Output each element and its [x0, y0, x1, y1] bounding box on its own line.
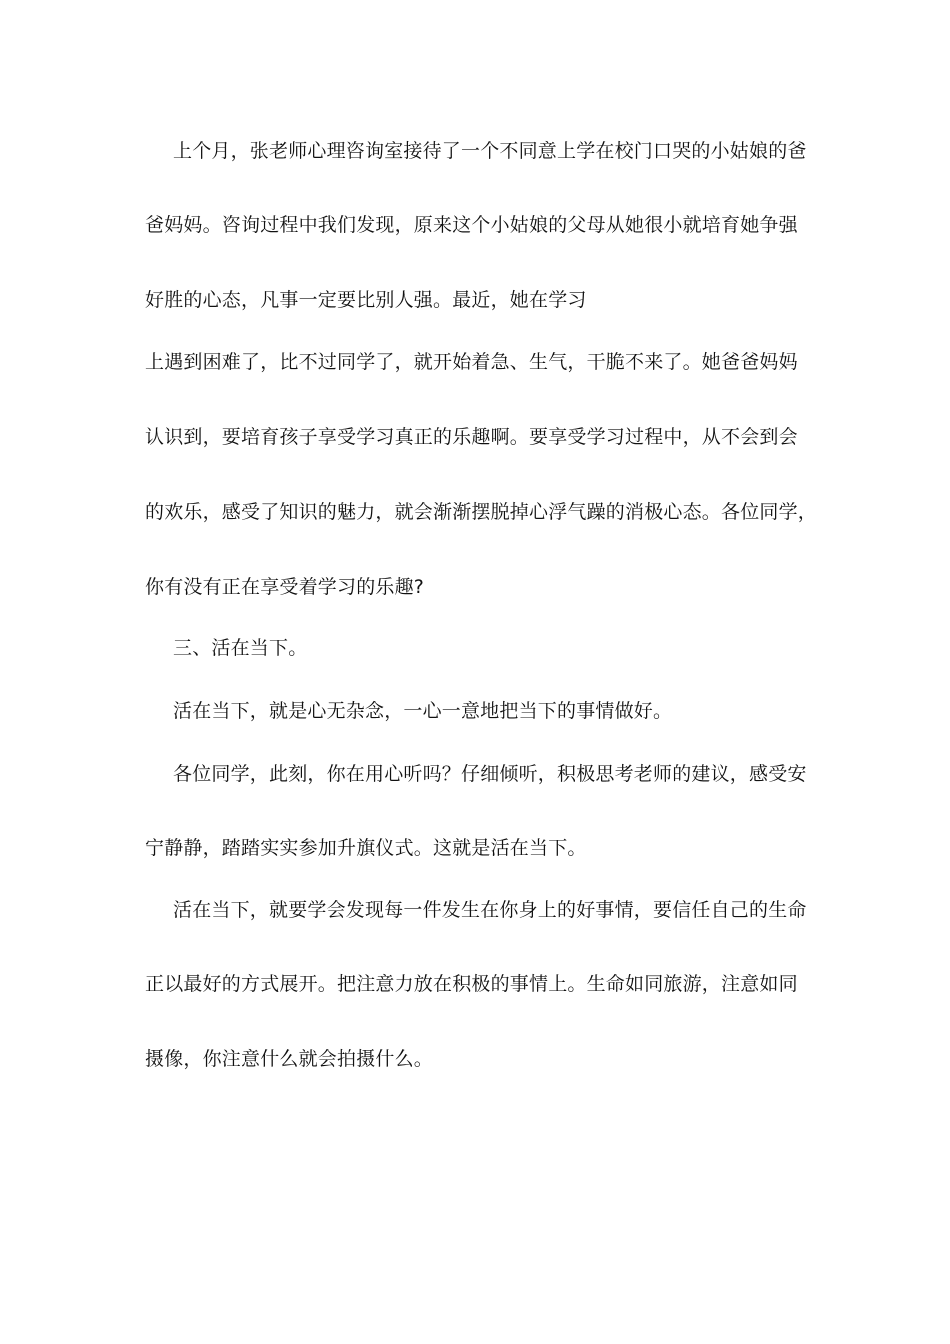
- paragraph-line: 上遇到困难了，比不过同学了，就开始着急、生气，干脆不来了。她爸爸妈妈: [145, 351, 798, 373]
- paragraph-line: 认识到，要培育孩子享受学习真正的乐趣啊。要享受学习过程中，从不会到会: [145, 426, 798, 448]
- paragraph-line: 正以最好的方式展开。把注意力放在积极的事情上。生命如同旅游，注意如同: [145, 973, 798, 995]
- paragraph-line: 的欢乐，感受了知识的魅力，就会渐渐摆脱掉心浮气躁的消极心态。各位同学，: [145, 501, 818, 523]
- paragraph-line: 活在当下，就要学会发现每一件发生在你身上的好事情，要信任自己的生命: [173, 899, 807, 921]
- paragraph-line: 好胜的心态，凡事一定要比别人强。最近，她在学习: [145, 289, 587, 311]
- paragraph-line: 爸妈妈。咨询过程中我们发现，原来这个小姑娘的父母从她很小就培育她争强: [145, 214, 798, 236]
- paragraph-line: 你有没有正在享受着学习的乐趣?: [145, 576, 425, 598]
- paragraph-line: 摄像，你注意什么就会拍摄什么。: [145, 1048, 434, 1070]
- paragraph-line: 上个月，张老师心理咨询室接待了一个不同意上学在校门口哭的小姑娘的爸: [173, 140, 807, 162]
- paragraph-line: 活在当下，就是心无杂念，一心一意地把当下的事情做好。: [173, 700, 673, 722]
- paragraph-line: 宁静静，踏踏实实参加升旗仪式。这就是活在当下。: [145, 837, 587, 859]
- section-heading: 三、活在当下。: [173, 637, 308, 659]
- paragraph-line: 各位同学，此刻，你在用心听吗？仔细倾听，积极思考老师的建议，感受安: [173, 763, 807, 785]
